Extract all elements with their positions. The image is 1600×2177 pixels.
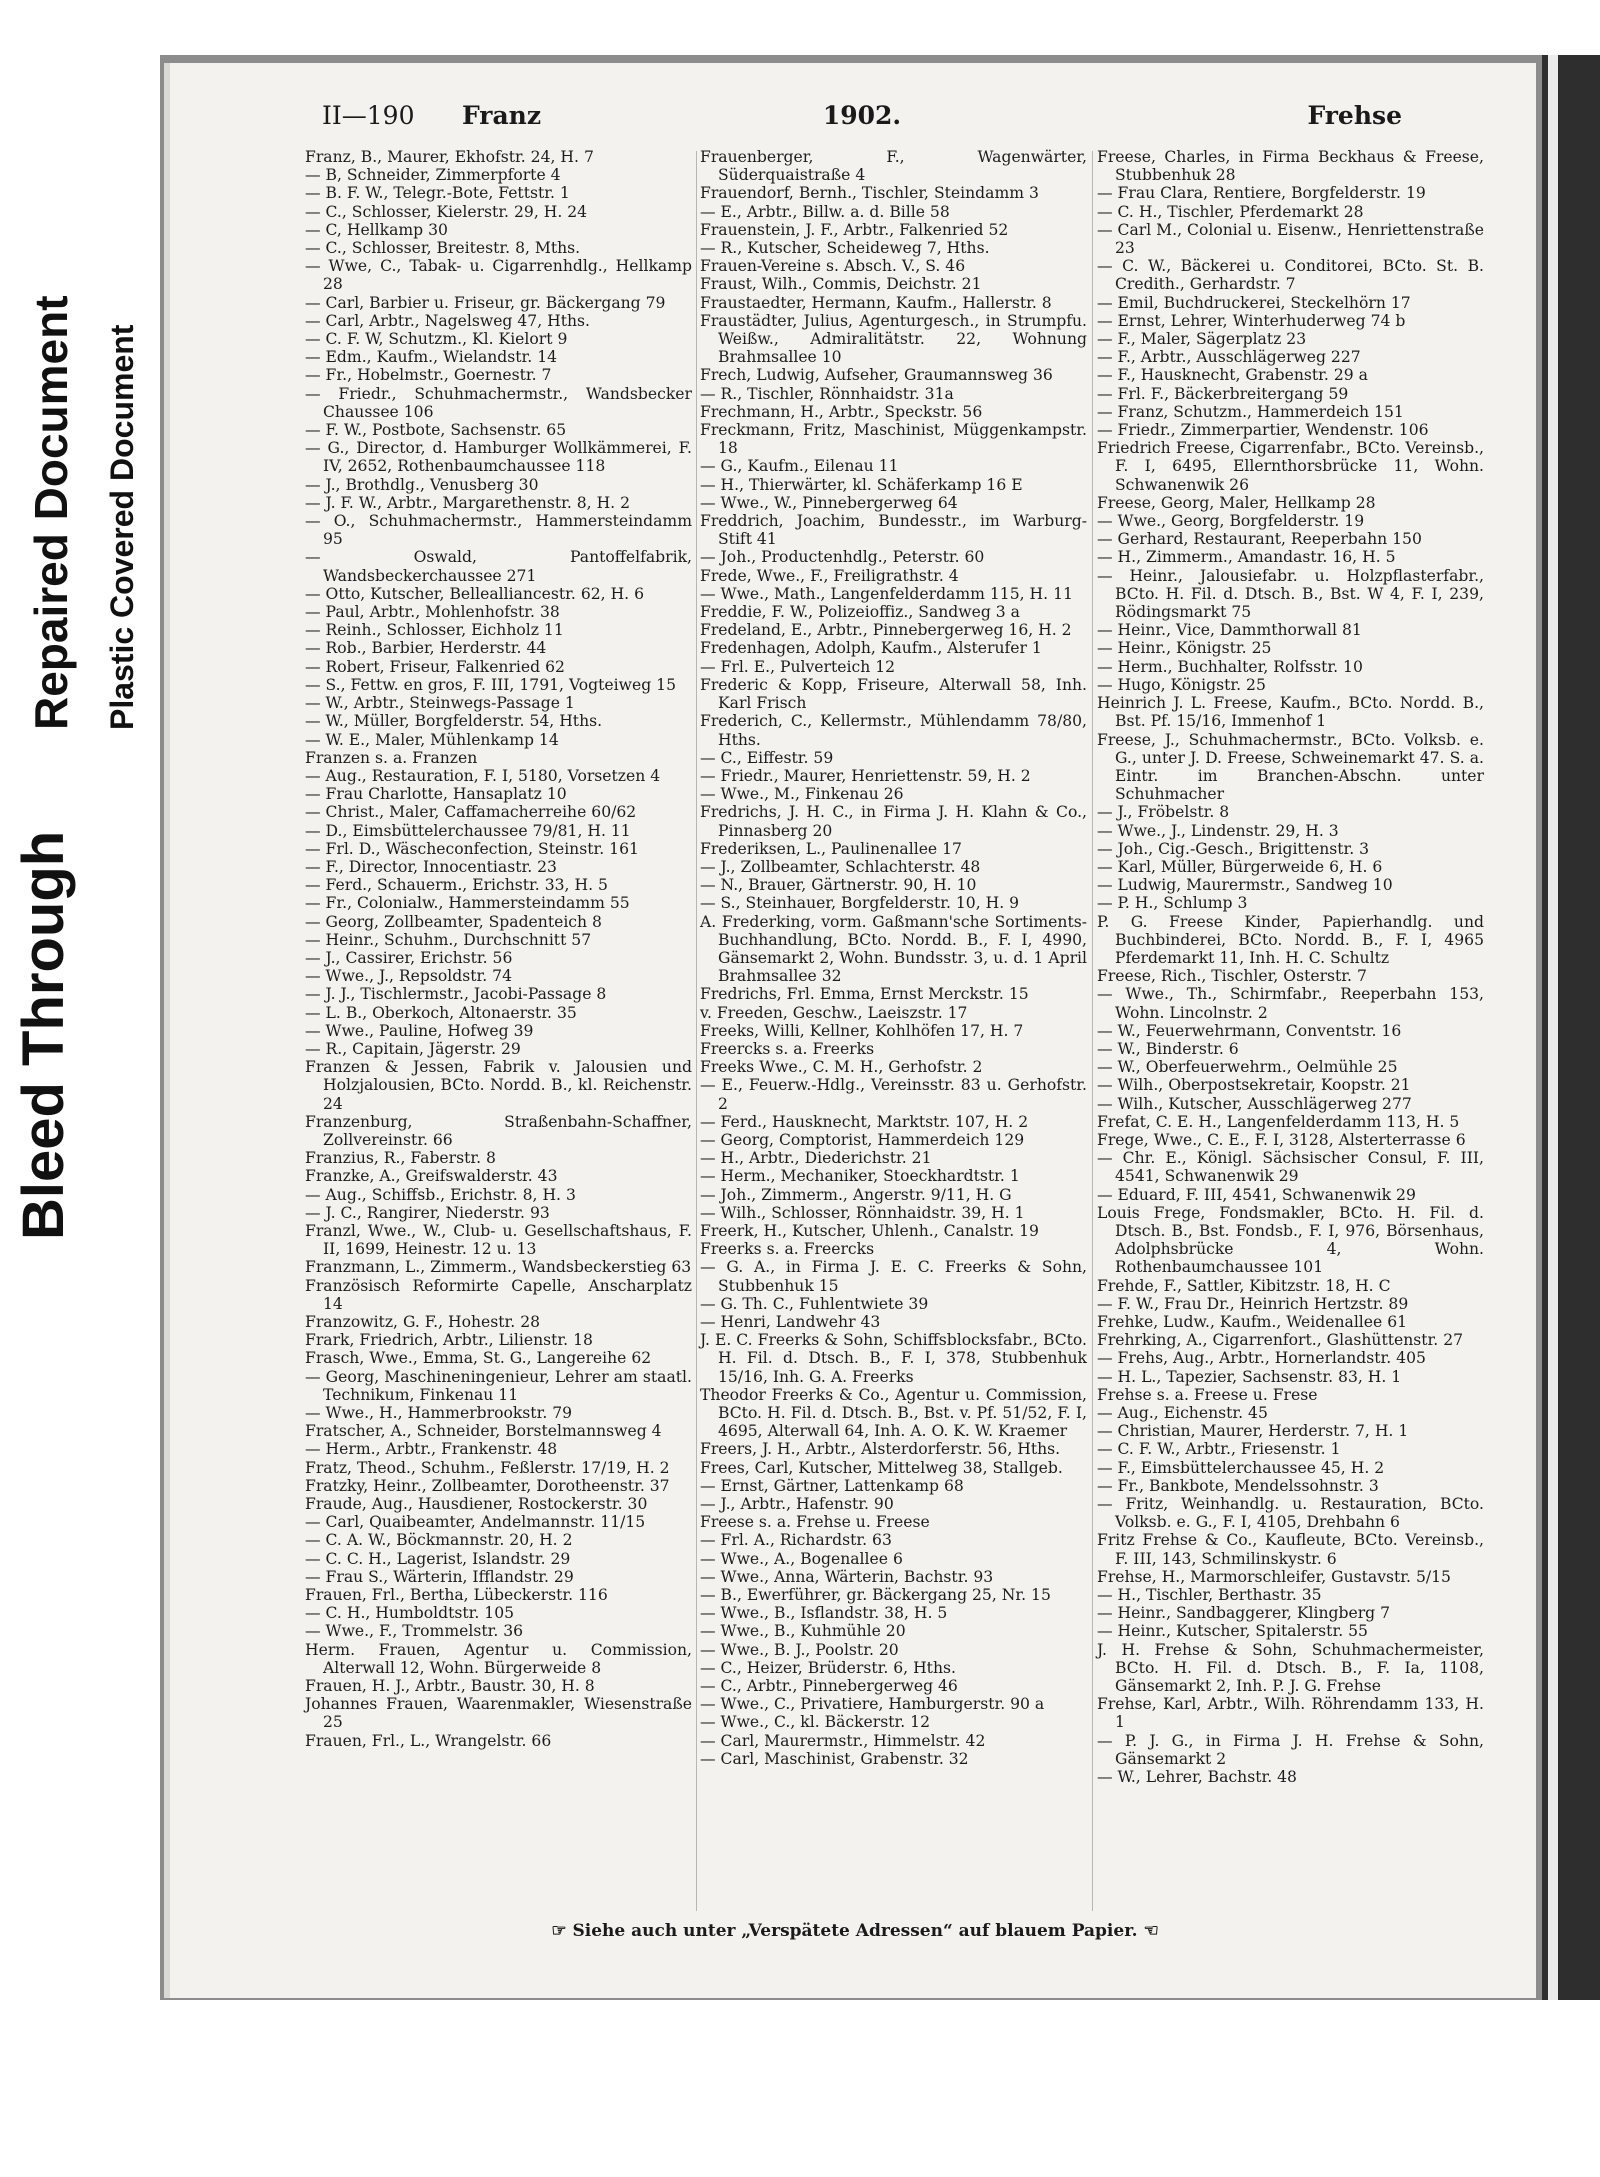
directory-entry: Frauen, Frl., L., Wrangelstr. 66 — [305, 1731, 552, 1750]
directory-entry: — C., Arbtr., Pinnebergerweg 46 — [700, 1677, 958, 1696]
directory-entry: — Joh., Cig.-Gesch., Brigittenstr. 3 — [1097, 839, 1370, 858]
directory-entry: — W., Feuerwehrmann, Conventstr. 16 — [1097, 1021, 1402, 1040]
directory-entry: — J., Arbtr., Hafenstr. 90 — [700, 1495, 894, 1514]
directory-entry: — Heinr., Sandbaggerer, Klingberg 7 — [1097, 1604, 1391, 1623]
directory-entry: — Ferd., Hausknecht, Marktstr. 107, H. 2 — [700, 1112, 1029, 1131]
directory-entry: — J., Cassirer, Erichstr. 56 — [305, 948, 513, 967]
plastic-covered-label: Plastic Covered Document — [104, 324, 140, 730]
directory-entry: — L. B., Oberkoch, Altonaerstr. 35 — [305, 1003, 577, 1022]
directory-entry: — D., Eimsbüttelerchaussee 79/81, H. 11 — [305, 821, 631, 840]
directory-entry: — P. J. G., in Firma J. H. Frehse & Sohn, Gänsemarkt 2 — [1097, 1731, 1484, 1768]
directory-entry: Frehse, H., Marmorschleifer, Gustavstr. 5/15 — [1097, 1567, 1451, 1586]
directory-entry: — Frau Charlotte, Hansaplatz 10 — [305, 785, 567, 804]
directory-entry: — C., Schlosser, Kielerstr. 29, H. 24 — [305, 202, 588, 221]
directory-entry: — Aug., Schiffsb., Erichstr. 8, H. 3 — [305, 1185, 576, 1204]
directory-entry: — Ernst, Gärtner, Lattenkamp 68 — [700, 1476, 964, 1495]
directory-entry: Frehse s. a. Freese u. Frese — [1097, 1385, 1318, 1404]
directory-entry: — Karl, Müller, Bürgerweide 6, H. 6 — [1097, 857, 1383, 876]
directory-entry: — F., Eimsbüttelerchaussee 45, H. 2 — [1097, 1458, 1385, 1477]
directory-entry: — Heinr., Jalousiefabr. u. Holzpflasterfabr., BCto. H. Fil. d. Dtsch. B., Bst. W 4, F. I, 239, Rödingsmarkt 75 — [1097, 566, 1484, 622]
directory-entry: — W., Lehrer, Bachstr. 48 — [1097, 1768, 1297, 1787]
directory-entry: — Eduard, F. III, 4541, Schwanenwik 29 — [1097, 1185, 1416, 1204]
directory-entry: — G. Th. C., Fuhlentwiete 39 — [700, 1294, 929, 1313]
directory-entry: — F., Maler, Sägerplatz 23 — [1097, 330, 1307, 349]
side-labels — [0, 230, 160, 1250]
scanned-page-frame — [160, 55, 1600, 2000]
directory-entry: — R., Capitain, Jägerstr. 29 — [305, 1039, 521, 1058]
directory-column-2 — [700, 148, 1087, 1916]
directory-entry: Fratzky, Heinr., Zollbeamter, Dorotheenstr. 37 — [305, 1476, 670, 1495]
directory-entry: — C, Hellkamp 30 — [305, 220, 448, 239]
directory-entry: — H., Tischler, Berthastr. 35 — [1097, 1586, 1322, 1605]
directory-entry: Franz, B., Maurer, Ekhofstr. 24, H. 7 — [305, 148, 594, 166]
directory-entry: — Aug., Eichenstr. 45 — [1097, 1404, 1268, 1423]
directory-entry: Heinrich J. L. Freese, Kaufm., BCto. Nordd. B., Bst. Pf. 15/16, Immenhof 1 — [1097, 694, 1484, 731]
directory-entry: Freddie, F. W., Polizeioffiz., Sandweg 3 a — [700, 603, 1020, 622]
directory-column-1 — [305, 148, 692, 1916]
directory-entry: — C. W., Bäckerei u. Conditorei, BCto. St. B. Credith., Gerhardstr. 7 — [1097, 257, 1484, 294]
directory-entry: Frees, Carl, Kutscher, Mittelweg 38, Stallgeb. — [700, 1458, 1063, 1477]
header-left-word: Franz — [462, 101, 542, 130]
directory-entry: Fratscher, A., Schneider, Borstelmannsweg 4 — [305, 1422, 662, 1441]
directory-entry: — F. W., Postbote, Sachsenstr. 65 — [305, 421, 567, 440]
directory-entry: — Heinr., Kutscher, Spitalerstr. 55 — [1097, 1622, 1368, 1641]
directory-entry: — E., Feuerw.-Hdlg., Vereinsstr. 83 u. Gerhofstr. 2 — [700, 1076, 1087, 1113]
directory-entry: — C. C. H., Lagerist, Islandstr. 29 — [305, 1549, 571, 1568]
directory-entry: Fredrichs, J. H. C., in Firma J. H. Klahn & Co., Pinnasberg 20 — [700, 803, 1087, 840]
directory-entry: Frasch, Wwe., Emma, St. G., Langereihe 62 — [305, 1349, 652, 1368]
directory-entry: — R., Kutscher, Scheideweg 7, Hths. — [700, 239, 990, 258]
directory-entry: — Carl M., Colonial u. Eisenw., Henriettenstraße 23 — [1097, 220, 1484, 258]
directory-entry: — J. C., Rangirer, Niederstr. 93 — [305, 1203, 550, 1222]
directory-entry: — C., Heizer, Brüderstr. 6, Hths. — [700, 1658, 956, 1677]
directory-entry: Fraust, Wilh., Commis, Deichstr. 21 — [700, 275, 982, 294]
directory-entry: — Wwe., C., Privatiere, Hamburgerstr. 90 a — [700, 1695, 1045, 1714]
directory-entry: Frark, Friedrich, Arbtr., Lilienstr. 18 — [305, 1331, 593, 1350]
directory-entry: Franzen s. a. Franzen — [305, 748, 478, 767]
directory-entry: — Christ., Maler, Caffamacherreihe 60/62 — [305, 803, 637, 822]
directory-entry: Freese, Charles, in Firma Beckhaus & Freese, Stubbenhuk 28 — [1097, 148, 1484, 185]
directory-entry: — C. H., Tischler, Pferdemarkt 28 — [1097, 202, 1364, 221]
directory-entry: — Heinr., Vice, Dammthorwall 81 — [1097, 621, 1362, 640]
directory-entry: — W. E., Maler, Mühlenkamp 14 — [305, 730, 559, 749]
directory-entry: — Fr., Hobelmstr., Goernestr. 7 — [305, 366, 552, 385]
directory-entry: — Franz, Schutzm., Hammerdeich 151 — [1097, 402, 1404, 421]
directory-entry: Fredrichs, Frl. Emma, Ernst Merckstr. 15 — [700, 985, 1029, 1004]
directory-entry: — H., Thierwärter, kl. Schäferkamp 16 E — [700, 475, 1023, 494]
directory-entry: — Wwe., M., Finkenau 26 — [700, 785, 904, 804]
directory-entry: Frauendorf, Bernh., Tischler, Steindamm 3 — [700, 184, 1039, 203]
directory-entry: Frehse, Karl, Arbtr., Wilh. Röhrendamm 133, H. 1 — [1097, 1695, 1484, 1732]
directory-entry: — B. F. W., Telegr.-Bote, Fettstr. 1 — [305, 184, 570, 203]
directory-entry: — S., Fettw. en gros, F. III, 1791, Vogteiweg 15 — [305, 675, 676, 694]
directory-entry: — Carl, Barbier u. Friseur, gr. Bäckergang 79 — [305, 293, 666, 312]
directory-entry: — Ferd., Schauerm., Erichstr. 33, H. 5 — [305, 876, 608, 895]
directory-entry: — W., Oberfeuerwehrm., Oelmühle 25 — [1097, 1058, 1398, 1077]
directory-entry: — Ernst, Lehrer, Winterhuderweg 74 b — [1097, 311, 1406, 330]
directory-entry: Freercks s. a. Freerks — [700, 1039, 875, 1058]
directory-entry: Fredeland, E., Arbtr., Pinnebergerweg 16, H. 2 — [700, 621, 1072, 640]
directory-entry: — J., Fröbelstr. 8 — [1097, 803, 1230, 822]
directory-entry: Franzke, A., Greifswalderstr. 43 — [305, 1167, 558, 1186]
directory-entry: — C., Schlosser, Breitestr. 8, Mths. — [305, 239, 581, 258]
header-right-word: Frehse — [1307, 101, 1402, 130]
directory-entry: — G., Kaufm., Eilenau 11 — [700, 457, 899, 476]
directory-entry: Fraude, Aug., Hausdiener, Rostockerstr. 30 — [305, 1495, 648, 1514]
directory-entry: Frauen-Vereine s. Absch. V., S. 46 — [700, 257, 966, 276]
directory-entry: — J. J., Tischlermstr., Jacobi-Passage 8 — [305, 985, 607, 1004]
directory-entry: — Otto, Kutscher, Bellealliancestr. 62, H. 6 — [305, 584, 645, 603]
directory-entry: Frehke, Ludw., Kaufm., Weidenallee 61 — [1097, 1313, 1408, 1331]
directory-entry: J. H. Frehse & Sohn, Schuhmachermeister, BCto. H. Fil. d. Dtsch. B., F. Ia, 1108, Gänsemarkt 2, Inh. P. J. G. Frehse — [1097, 1640, 1484, 1696]
directory-entry: — Wilh., Oberpostsekretair, Koopstr. 21 — [1097, 1076, 1411, 1095]
directory-entry: Frege, Wwe., C. E., F. I, 3128, Alsterterrasse 6 — [1097, 1130, 1466, 1149]
directory-entry: Französisch Reformirte Capelle, Anscharplatz 14 — [305, 1276, 692, 1313]
directory-entry: A. Frederking, vorm. Gaßmann'sche Sortiments-Buchhandlung, BCto. Nordd. B., F. I, 4990, Gänsemarkt 2, Wohn. Bundsstr. 3, u. d. 1 April Brahmsallee 32 — [700, 912, 1087, 986]
directory-entry: Freddrich, Joachim, Bundesstr., im Warburg-Stift 41 — [700, 512, 1087, 549]
directory-entry: Fraustaedter, Hermann, Kaufm., Hallerstr. 8 — [700, 293, 1052, 312]
directory-entry: — W., Binderstr. 6 — [1097, 1039, 1239, 1058]
directory-entry: — Hugo, Königstr. 25 — [1097, 675, 1266, 694]
directory-entry: — Frau S., Wärterin, Ifflandstr. 29 — [305, 1567, 574, 1586]
directory-entry: — Wilh., Schlosser, Rönnhaidstr. 39, H. 1 — [700, 1203, 1025, 1222]
directory-entry: — Friedr., Zimmerpartier, Wendenstr. 106 — [1097, 421, 1429, 440]
page-footer-note: ☞ Siehe auch unter „Verspätete Adressen“ auf blauem Papier. ☜ — [551, 1921, 1159, 1941]
directory-entry: Fredenhagen, Adolph, Kaufm., Alsterufer 1 — [700, 639, 1042, 658]
page-number: II—190 — [322, 101, 415, 130]
directory-entry: — Wwe., Pauline, Hofweg 39 — [305, 1021, 534, 1040]
directory-entry: — Frl. A., Richardstr. 63 — [700, 1531, 892, 1550]
directory-entry: — Wwe., Anna, Wärterin, Bachstr. 93 — [700, 1567, 994, 1586]
directory-entry: — Carl, Maurermstr., Himmelstr. 42 — [700, 1731, 986, 1750]
directory-entry: v. Freeden, Geschw., Laeiszstr. 17 — [700, 1003, 968, 1022]
directory-entry: Fraustädter, Julius, Agenturgesch., in Strumpfu. Weißw., Admiralitätstr. 22, Wohnung Brahmsallee 10 — [700, 311, 1087, 367]
directory-entry: — Wwe., Math., Langenfelderdamm 115, H. 11 — [700, 584, 1073, 603]
directory-entry: Freeks, Willi, Kellner, Kohlhöfen 17, H. 7 — [700, 1021, 1024, 1040]
column-divider — [1092, 151, 1093, 1911]
directory-entry: Franzenburg, Straßenbahn-Schaffner, Zollvereinstr. 66 — [305, 1112, 692, 1149]
directory-entry: — H., Zimmerm., Amandastr. 16, H. 5 — [1097, 548, 1396, 567]
directory-entry: Frech, Ludwig, Aufseher, Graumannsweg 36 — [700, 366, 1053, 385]
directory-entry: — O., Schuhmachermstr., Hammersteindamm 95 — [305, 512, 692, 549]
directory-entry: — C. F. W., Arbtr., Friesenstr. 1 — [1097, 1440, 1341, 1459]
directory-entry: — Frehs, Aug., Arbtr., Hornerlandstr. 405 — [1097, 1349, 1426, 1368]
directory-entry: — Wwe., B., Kuhmühle 20 — [700, 1622, 906, 1641]
directory-entry: — S., Steinhauer, Borgfelderstr. 10, H. 9 — [700, 894, 1020, 913]
directory-entry: — Oswald, Pantoffelfabrik, Wandsbeckerchaussee 271 — [305, 548, 692, 585]
directory-entry: Freese, Rich., Tischler, Osterstr. 7 — [1097, 967, 1367, 986]
directory-entry: Frederic & Kopp, Friseure, Alterwall 58, Inh. Karl Frisch — [700, 675, 1087, 713]
directory-column-3 — [1097, 148, 1484, 1916]
directory-entry: — Carl, Quaibeamter, Andelmannstr. 11/15 — [305, 1513, 646, 1532]
page-edge-strip — [1548, 55, 1558, 2000]
directory-entry: — C. F. W, Schutzm., Kl. Kielort 9 — [305, 330, 568, 349]
directory-entry: J. E. C. Freerks & Sohn, Schiffsblocksfabr., BCto. H. Fil. d. Dtsch. B., F. I, 378, Stubbenhuk 15/16, Inh. G. A. Freerks — [700, 1331, 1087, 1386]
directory-entry: Frauen, H. J., Arbtr., Baustr. 30, H. 8 — [305, 1677, 595, 1696]
directory-entry: — Ludwig, Maurermstr., Sandweg 10 — [1097, 876, 1393, 895]
directory-entry: — E., Arbtr., Billw. a. d. Bille 58 — [700, 202, 950, 221]
directory-entry: Freeks Wwe., C. M. H., Gerhofstr. 2 — [700, 1058, 983, 1077]
directory-entry: — Christian, Maurer, Herderstr. 7, H. 1 — [1097, 1422, 1409, 1441]
directory-entry: — Emil, Buchdruckerei, Steckelhörn 17 — [1097, 293, 1411, 312]
directory-entry: Frederiksen, L., Paulinenallee 17 — [700, 839, 962, 858]
directory-entry: Frauenstein, J. F., Arbtr., Falkenried 52 — [700, 220, 1009, 239]
directory-entry: Frauenberger, F., Wagenwärter, Süderquaistraße 4 — [700, 148, 1087, 185]
directory-entry: — Gerhard, Restaurant, Reeperbahn 150 — [1097, 530, 1422, 549]
directory-entry: Freese, J., Schuhmachermstr., BCto. Volksb. e. G., unter J. D. Freese, Schweinemarkt 47. S. a. Eintr. im Branchen-Abschn. unter Schuhmacher — [1097, 730, 1484, 804]
directory-entry: — W., Arbtr., Steinwegs-Passage 1 — [305, 694, 575, 713]
directory-entry: — B, Schneider, Zimmerpforte 4 — [305, 166, 561, 185]
directory-entry: — Wwe., C., kl. Bäckerstr. 12 — [700, 1713, 931, 1732]
directory-entry: Frehrking, A., Cigarrenfort., Glashüttenstr. 27 — [1097, 1331, 1464, 1350]
column-divider — [696, 151, 697, 1911]
directory-entry: Herm. Frauen, Agentur u. Commission, Alterwall 12, Wohn. Bürgerweide 8 — [305, 1640, 692, 1677]
directory-entry: Freese s. a. Frehse u. Freese — [700, 1513, 930, 1532]
directory-entry: Frefat, C. E. H., Langenfelderdamm 113, H. 5 — [1097, 1112, 1460, 1131]
book-spine-edge — [1542, 55, 1600, 2000]
directory-entry: — Georg, Zollbeamter, Spadenteich 8 — [305, 912, 602, 931]
directory-entry: — Wwe., J., Repsoldstr. 74 — [305, 967, 513, 986]
directory-entry: — Wwe., Georg, Borgfelderstr. 19 — [1097, 512, 1365, 531]
directory-entry: P. G. Freese Kinder, Papierhandlg. und Buchbinderei, BCto. Nordd. B., F. I, 4965 Pferdemarkt 11, Inh. H. C. Schultz — [1097, 912, 1484, 967]
directory-entry: — C., Eiffestr. 59 — [700, 748, 834, 767]
directory-entry: — Wwe., J., Lindenstr. 29, H. 3 — [1097, 821, 1339, 840]
directory-entry: — Herm., Buchhalter, Rolfsstr. 10 — [1097, 657, 1363, 676]
directory-entry: — N., Brauer, Gärtnerstr. 90, H. 10 — [700, 876, 977, 895]
directory-entry: — F., Director, Innocentiastr. 23 — [305, 857, 557, 876]
directory-entry: — J., Brothdlg., Venusberg 30 — [305, 475, 539, 494]
directory-entry: — Wwe, C., Tabak- u. Cigarrenhdlg., Hellkamp 28 — [305, 257, 692, 294]
directory-entry: — Wwe., F., Trommelstr. 36 — [305, 1622, 524, 1641]
directory-entry: — Georg, Comptorist, Hammerdeich 129 — [700, 1130, 1025, 1149]
directory-entry: Freckmann, Fritz, Maschinist, Müggenkampstr. 18 — [700, 421, 1087, 458]
directory-entry: Franzen & Jessen, Fabrik v. Jalousien und Holzjalousien, BCto. Nordd. B., kl. Reichenstr. 24 — [305, 1058, 692, 1113]
directory-entry: — Joh., Zimmerm., Angerstr. 9/11, H. G — [700, 1185, 1012, 1204]
directory-entry: — G., Director, d. Hamburger Wollkämmerei, F. IV, 2652, Rothenbaumchaussee 118 — [305, 439, 692, 476]
header-year: 1902. — [822, 101, 902, 130]
directory-entry: Franzmann, L., Zimmerm., Wandsbeckerstieg 63 — [305, 1258, 692, 1277]
page-header — [322, 101, 1402, 141]
directory-entry: — Frl. F., Bäckerbreitergang 59 — [1097, 384, 1349, 403]
directory-entry: — Frl. E., Pulverteich 12 — [700, 657, 896, 676]
directory-entry: — Robert, Friseur, Falkenried 62 — [305, 657, 565, 676]
repaired-document-label: Repaired Document — [25, 295, 77, 730]
directory-entry: — F., Hausknecht, Grabenstr. 29 a — [1097, 366, 1368, 385]
directory-entry: — Wwe., A., Bogenallee 6 — [700, 1549, 903, 1568]
directory-entry: — Rob., Barbier, Herderstr. 44 — [305, 639, 547, 658]
directory-entry: — Henri, Landwehr 43 — [700, 1313, 881, 1331]
directory-entry: — Chr. E., Königl. Sächsischer Consul, F. III, 4541, Schwanenwik 29 — [1097, 1149, 1484, 1186]
directory-entry: — F., Arbtr., Ausschlägerweg 227 — [1097, 348, 1361, 367]
directory-entry: — Edm., Kaufm., Wielandstr. 14 — [305, 348, 558, 367]
directory-entry: — P. H., Schlump 3 — [1097, 894, 1248, 913]
directory-entry: — H., Arbtr., Diederichstr. 21 — [700, 1149, 932, 1168]
directory-entry: — Wilh., Kutscher, Ausschlägerweg 277 — [1097, 1094, 1412, 1113]
directory-entry: Friedrich Freese, Cigarrenfabr., BCto. Vereinsb., F. I, 6495, Ellernthorsbrücke 11, Wohn. Schwanenwik 26 — [1097, 439, 1484, 494]
directory-entry: — Carl, Maschinist, Grabenstr. 32 — [700, 1749, 969, 1768]
directory-entry: Freers, J. H., Arbtr., Alsterdorferstr. 56, Hths. — [700, 1440, 1061, 1459]
directory-entry: — F. W., Frau Dr., Heinrich Hertzstr. 89 — [1097, 1294, 1409, 1313]
directory-entry: — C. H., Humboldtstr. 105 — [305, 1604, 515, 1623]
directory-entry: — Wwe., B. J., Poolstr. 20 — [700, 1640, 899, 1659]
directory-entry: — Aug., Restauration, F. I, 5180, Vorsetzen 4 — [305, 766, 661, 785]
directory-entry: — Wwe., Th., Schirmfabr., Reeperbahn 153, Wohn. Lincolnstr. 2 — [1097, 985, 1484, 1022]
directory-entry: Johannes Frauen, Waarenmakler, Wiesenstraße 25 — [305, 1695, 692, 1732]
directory-entry: Franzowitz, G. F., Hohestr. 28 — [305, 1313, 541, 1331]
directory-entry: Freese, Georg, Maler, Hellkamp 28 — [1097, 493, 1376, 512]
directory-entry: — B., Ewerführer, gr. Bäckergang 25, Nr. 15 — [700, 1586, 1051, 1605]
directory-entry: — Paul, Arbtr., Mohlenhofstr. 38 — [305, 603, 560, 622]
directory-entry: Frederich, C., Kellermstr., Mühlendamm 78/80, Hths. — [700, 712, 1087, 749]
bleed-through-label: Bleed Through — [11, 830, 76, 1240]
directory-entry: Louis Frege, Fondsmakler, BCto. H. Fil. d. Dtsch. B., Bst. Fondsb., F. I, 976, Börsenhaus, Adolphsbrücke 4, Wohn. Rothenbaumchaussee 101 — [1097, 1203, 1484, 1277]
directory-entry: — Frl. D., Wäscheconfection, Steinstr. 161 — [305, 839, 639, 858]
directory-entry: — Heinr., Schuhm., Durchschnitt 57 — [305, 930, 592, 949]
directory-entry: Theodor Freerks & Co., Agentur u. Commission, BCto. H. Fil. d. Dtsch. B., Bst. v. Pf. 51/52, F. I, 4695, Alterwall 64, Inh. A. O. K. W. Kraemer — [700, 1385, 1087, 1441]
directory-entry: Freerk, H., Kutscher, Uhlenh., Canalstr. 19 — [700, 1221, 1039, 1240]
directory-entry: — Wwe., H., Hammerbrookstr. 79 — [305, 1404, 573, 1423]
directory-entry: Frauen, Frl., Bertha, Lübeckerstr. 116 — [305, 1586, 608, 1605]
directory-entry: Freerks s. a. Freercks — [700, 1240, 875, 1259]
directory-entry: Fratz, Theod., Schuhm., Feßlerstr. 17/19, H. 2 — [305, 1458, 670, 1477]
directory-entry: — Georg, Maschineningenieur, Lehrer am staatl. Technikum, Finkenau 11 — [305, 1367, 692, 1404]
directory-entry: — Reinh., Schlosser, Eichholz 11 — [305, 621, 564, 640]
directory-entry: — Heinr., Königstr. 25 — [1097, 639, 1272, 658]
directory-entry: — C. A. W., Böckmannstr. 20, H. 2 — [305, 1531, 573, 1550]
directory-entry: — Herm., Mechaniker, Stoeckhardtstr. 1 — [700, 1167, 1020, 1186]
directory-entry: — Fritz, Weinhandlg. u. Restauration, BCto. Volksb. e. G., F. I, 4105, Drehbahn 6 — [1097, 1495, 1484, 1532]
directory-entry: — J. F. W., Arbtr., Margarethenstr. 8, H. 2 — [305, 493, 631, 512]
directory-entry: — Carl, Arbtr., Nagelsweg 47, Hths. — [305, 311, 590, 330]
directory-entry: — Friedr., Maurer, Henriettenstr. 59, H. 2 — [700, 766, 1031, 785]
directory-entry: — Wwe., B., Isflandstr. 38, H. 5 — [700, 1604, 948, 1623]
directory-entry: Fritz Frehse & Co., Kaufleute, BCto. Vereinsb., F. III, 143, Schmilinskystr. 6 — [1097, 1531, 1484, 1568]
directory-entry: — R., Tischler, Rönnhaidstr. 31a — [700, 384, 954, 403]
directory-entry: — Herm., Arbtr., Frankenstr. 48 — [305, 1440, 558, 1459]
directory-entry: — Wwe., W., Pinnebergerweg 64 — [700, 493, 958, 512]
directory-entry: Franzius, R., Faberstr. 8 — [305, 1149, 496, 1168]
directory-entry: — J., Zollbeamter, Schlachterstr. 48 — [700, 857, 981, 876]
directory-entry: Franzl, Wwe., W., Club- u. Gesellschaftshaus, F. II, 1699, Heinestr. 12 u. 13 — [305, 1221, 692, 1259]
directory-entry: Frede, Wwe., F., Freiligrathstr. 4 — [700, 566, 959, 585]
directory-entry: — H. L., Tapezier, Sachsenstr. 83, H. 1 — [1097, 1367, 1402, 1386]
directory-entry: — W., Müller, Borgfelderstr. 54, Hths. — [305, 712, 603, 731]
directory-entry: — Friedr., Schuhmachermstr., Wandsbecker Chaussee 106 — [305, 384, 692, 421]
directory-entry: — Fr., Colonialw., Hammersteindamm 55 — [305, 894, 630, 913]
directory-entry: — Frau Clara, Rentiere, Borgfelderstr. 19 — [1097, 184, 1426, 203]
directory-entry: — G. A., in Firma J. E. C. Freerks & Sohn, Stubbenhuk 15 — [700, 1258, 1087, 1295]
directory-page — [164, 63, 1536, 1998]
directory-entry: Frechmann, H., Arbtr., Speckstr. 56 — [700, 402, 983, 421]
directory-entry: Frehde, F., Sattler, Kibitzstr. 18, H. C — [1097, 1276, 1391, 1295]
directory-entry: — Fr., Bankbote, Mendelssohnstr. 3 — [1097, 1476, 1379, 1495]
directory-entry: — Joh., Productenhdlg., Peterstr. 60 — [700, 548, 985, 567]
